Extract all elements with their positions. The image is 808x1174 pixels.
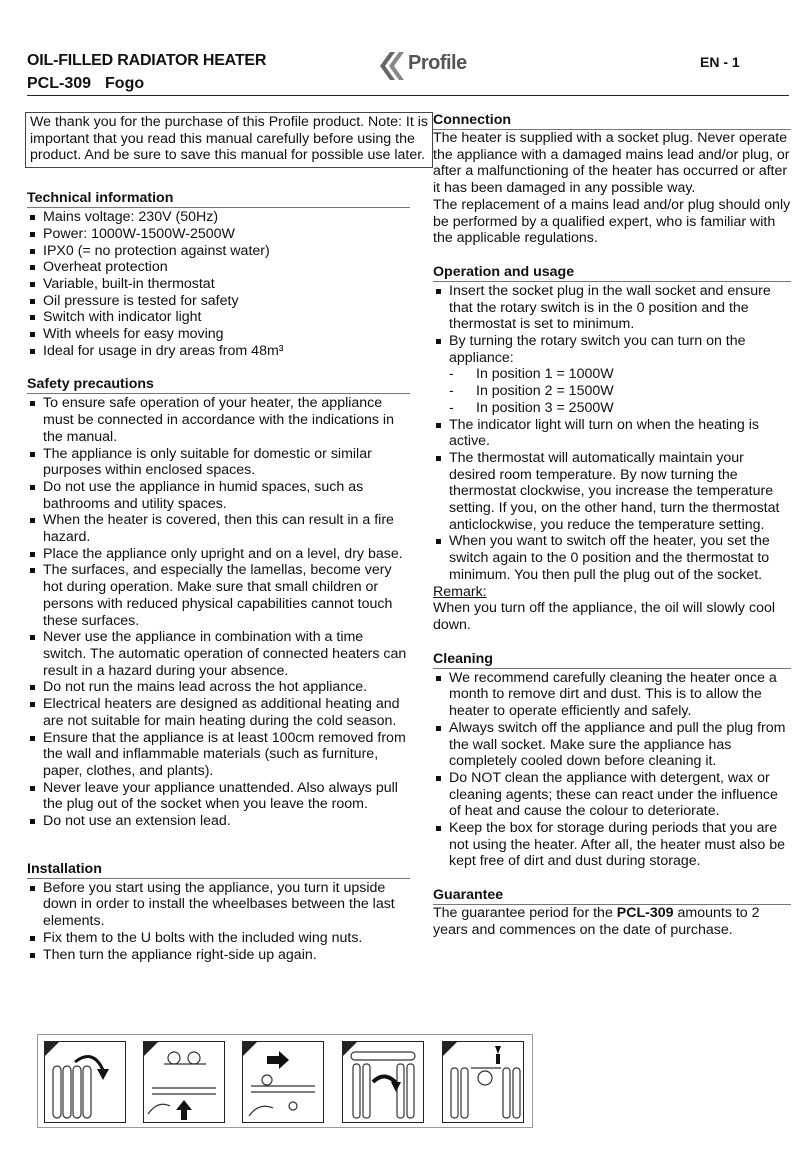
connection-paragraph-2: The replacement of a mains lead and/or plug should only be performed by a qualified expert, who is familiar with the applicable regulations.	[433, 196, 791, 247]
operation-list-continued	[433, 417, 791, 584]
intro-text: We thank you for the purchase of this Profile product. Note: It is important that you read this manual carefully before using the product. And be sure to save this manual for possible use later.	[30, 114, 428, 164]
list-item: Electrical heaters are designed as additional heating and are not suitable for main heating during the cold season.	[27, 696, 410, 729]
operation-section	[433, 264, 791, 634]
position-item: - In position 3 = 2500W	[449, 400, 791, 417]
installation-heading: Installation	[27, 861, 410, 879]
cleaning-heading: Cleaning	[433, 651, 791, 669]
position-item: - In position 1 = 1000W	[449, 366, 791, 383]
list-item: Fix them to the U bolts with the included wing nuts.	[27, 930, 410, 947]
position-item: - In position 2 = 1500W	[449, 383, 791, 400]
model-number: PCL-309	[27, 75, 92, 92]
position-list	[433, 366, 791, 416]
list-item: When the heater is covered, then this can result in a fire hazard.	[27, 512, 410, 545]
list-item: Overheat protection	[27, 259, 410, 276]
cleaning-section	[433, 651, 791, 870]
list-item	[433, 333, 791, 366]
list-item: The indicator light will turn on when the heating is active.	[433, 417, 791, 450]
turn-upright-illustration	[342, 1041, 424, 1123]
guarantee-text-before: The guarantee period for the	[433, 905, 617, 922]
header-divider	[27, 95, 789, 96]
connection-section	[433, 112, 791, 247]
list-item: Power: 1000W-1500W-2500W	[27, 226, 410, 243]
operation-list	[433, 283, 791, 367]
list-item: When you want to switch off the heater, you set the switch again to the 0 position and the thermostat to minimum. You then pull the plug out of the socket.	[433, 533, 791, 583]
right-column	[433, 112, 791, 939]
guarantee-section	[433, 887, 791, 938]
list-item: Keep the box for storage during periods that you are not using the heater. After all, the heater must also be kept free of dirt and dust during storage.	[433, 820, 791, 870]
list-item: Never use the appliance in combination with a time switch. The automatic operation of connected heaters can result in a hazard during your absence.	[27, 629, 410, 679]
list-item: Before you start using the appliance, you turn it upside down in order to install the wheelbases between the last elements.	[27, 880, 410, 930]
operation-heading: Operation and usage	[433, 264, 791, 282]
installation-list	[27, 880, 410, 964]
list-item: Do not use an extension lead.	[27, 813, 410, 830]
technical-heading: Technical information	[27, 190, 410, 208]
intro-box	[25, 112, 433, 168]
list-item: Oil pressure is tested for safety	[27, 293, 410, 310]
page-number: EN - 1	[700, 54, 740, 70]
list-item: Ideal for usage in dry areas from 48m³	[27, 343, 410, 360]
connection-paragraph-1: The heater is supplied with a socket plug. Never operate the appliance with a damaged mains lead and/or plug, or after a malfunctioning of the heater has occurred or after it has been damaged in any possible way.	[433, 130, 790, 197]
list-item: We recommend carefully cleaning the heater once a month to remove dirt and dust. This is to allow the heater to operate efficiently and safely.	[433, 670, 791, 720]
logo-text: Profile	[408, 52, 467, 74]
list-item: Insert the socket plug in the wall socket and ensure that the rotary switch is in the 0 position and the thermostat is set to minimum.	[433, 283, 791, 333]
guarantee-model: PCL-309	[616, 905, 674, 922]
remark-text: When you turn off the appliance, the oil will slowly cool down.	[433, 600, 775, 633]
guarantee-heading: Guarantee	[433, 887, 791, 905]
list-item: The thermostat will automatically maintain your desired room temperature. By now turning the thermostat clockwise, you increase the temperature setting. If you, on the other hand, turn the thermostat anticlockwise, you reduce the temperature setting.	[433, 450, 791, 534]
document-title: OIL-FILLED RADIATOR HEATER	[27, 52, 267, 69]
remark-label: Remark:	[433, 583, 487, 600]
installation-section	[27, 861, 410, 964]
list-item: The appliance is only suitable for domestic or similar purposes within enclosed spaces.	[27, 446, 410, 479]
guarantee-text-after: amounts to 2 years and commences on the date of purchase.	[433, 905, 760, 938]
list-item: Switch with indicator light	[27, 309, 410, 326]
model-line	[27, 75, 158, 93]
model-name: Fogo	[105, 75, 145, 92]
safety-section	[27, 376, 410, 829]
list-item: Do not run the mains lead across the hot appliance.	[27, 679, 410, 696]
wheelbase-illustration	[143, 1041, 225, 1123]
list-item: Then turn the appliance right-side up again.	[27, 947, 410, 964]
chevron-logo-icon	[376, 48, 410, 84]
list-item: IPX0 (= no protection against water)	[27, 243, 410, 260]
list-item: Do NOT clean the appliance with detergent, wax or cleaning agents; these can react under the influence of heat and cause the colour to deteriorate.	[433, 770, 791, 820]
safety-list	[27, 395, 410, 829]
cleaning-list	[433, 670, 791, 870]
left-column	[27, 112, 428, 963]
installation-illustrations	[37, 1034, 533, 1128]
list-item: With wheels for easy moving	[27, 326, 410, 343]
safety-heading: Safety precautions	[27, 376, 410, 394]
list-item: Ensure that the appliance is at least 100cm removed from the wall and inflammable materials (such as furniture, paper, clothes, and plants).	[27, 730, 410, 780]
technical-list	[27, 209, 410, 359]
list-item: Never leave your appliance unattended. Also always pull the plug out of the socket when you leave the room.	[27, 780, 410, 813]
fix-nuts-illustration	[242, 1041, 324, 1123]
brand-logo	[376, 48, 476, 84]
list-item: The surfaces, and especially the lamellas, become very hot during operation. Make sure that small children or persons with reduced physical capabilities cannot touch these surfaces.	[27, 562, 410, 629]
list-item: Place the appliance only upright and on a level, dry base.	[27, 546, 410, 563]
technical-section	[27, 190, 410, 359]
list-item: Always switch off the appliance and pull the plug from the wall socket. Make sure the appliance has completely cooled down before cleaning it.	[433, 720, 791, 770]
list-item-text: By turning the rotary switch you can turn on the appliance:	[449, 333, 746, 366]
list-item: Mains voltage: 230V (50Hz)	[27, 209, 410, 226]
list-item: To ensure safe operation of your heater, the appliance must be connected in accordance with the indications in the manual.	[27, 395, 410, 445]
plug-illustration	[442, 1041, 524, 1123]
guarantee-text	[433, 905, 791, 938]
list-item: Do not use the appliance in humid spaces, such as bathrooms and utility spaces.	[27, 479, 410, 512]
connection-heading: Connection	[433, 112, 791, 130]
turn-upside-down-illustration	[44, 1041, 126, 1123]
list-item: Variable, built-in thermostat	[27, 276, 410, 293]
